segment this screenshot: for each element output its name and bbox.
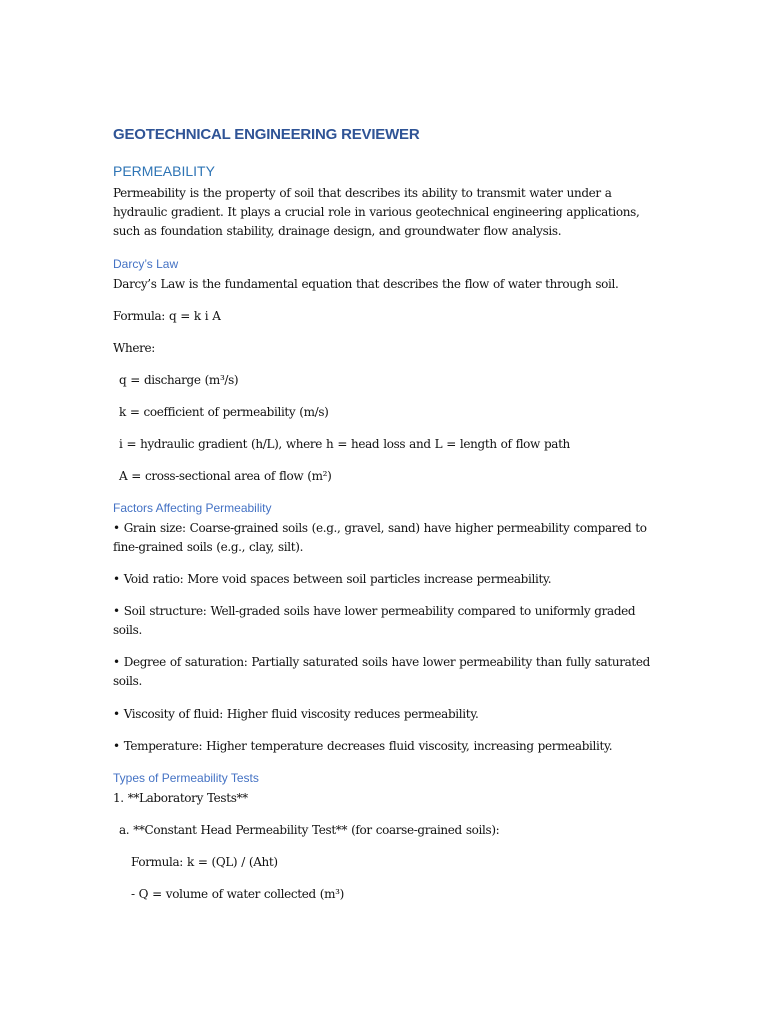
darcy-formula: Formula: q = k i A bbox=[113, 309, 221, 323]
darcy-variable-i: i = hydraulic gradient (h/L), where h = head loss and L = length of flow path bbox=[119, 437, 570, 451]
paragraph-permeability-intro: Permeability is the property of soil that describes its ability to transmit water under a hydraulic gradient. It plays a crucial role in various geotechnical engineering applications, such as foundation stability, drainage design, and groundwater flow analysis. bbox=[113, 186, 640, 238]
factor-item-grain-size: • Grain size: Coarse-grained soils (e.g., gravel, sand) have higher permeability compared to fine-grained soils (e.g., clay, silt). bbox=[113, 521, 647, 554]
factor-item-viscosity: • Viscosity of fluid: Higher fluid viscosity reduces permeability. bbox=[113, 707, 479, 721]
darcy-where-label: Where: bbox=[113, 341, 155, 355]
tests-constant-head-formula: Formula: k = (QL) / (Aht) bbox=[131, 855, 278, 869]
darcy-variable-k: k = coefficient of permeability (m/s) bbox=[119, 405, 329, 419]
tests-laboratory: 1. **Laboratory Tests** bbox=[113, 791, 248, 805]
tests-constant-head: a. **Constant Head Permeability Test** (for coarse-grained soils): bbox=[119, 823, 500, 837]
heading-darcys-law: Darcy’s Law bbox=[113, 257, 179, 271]
paragraph-darcy-intro: Darcy’s Law is the fundamental equation that describes the flow of water through soil. bbox=[113, 277, 619, 291]
factor-item-temperature: • Temperature: Higher temperature decreases fluid viscosity, increasing permeability. bbox=[113, 739, 613, 753]
heading-permeability-tests: Types of Permeability Tests bbox=[113, 771, 259, 785]
heading-permeability: PERMEABILITY bbox=[113, 163, 215, 179]
factor-item-degree-of-saturation: • Degree of saturation: Partially saturated soils have lower permeability than fully saturated soils. bbox=[113, 655, 650, 688]
darcy-variable-a: A = cross-sectional area of flow (m²) bbox=[119, 469, 332, 483]
heading-factors: Factors Affecting Permeability bbox=[113, 501, 272, 515]
document-title: GEOTECHNICAL ENGINEERING REVIEWER bbox=[113, 126, 420, 143]
factor-item-void-ratio: • Void ratio: More void spaces between soil particles increase permeability. bbox=[113, 572, 552, 586]
tests-q-definition: - Q = volume of water collected (m³) bbox=[131, 887, 344, 901]
factor-item-soil-structure: • Soil structure: Well-graded soils have lower permeability compared to uniformly graded soils. bbox=[113, 604, 636, 637]
darcy-variable-q: q = discharge (m³/s) bbox=[119, 373, 239, 387]
